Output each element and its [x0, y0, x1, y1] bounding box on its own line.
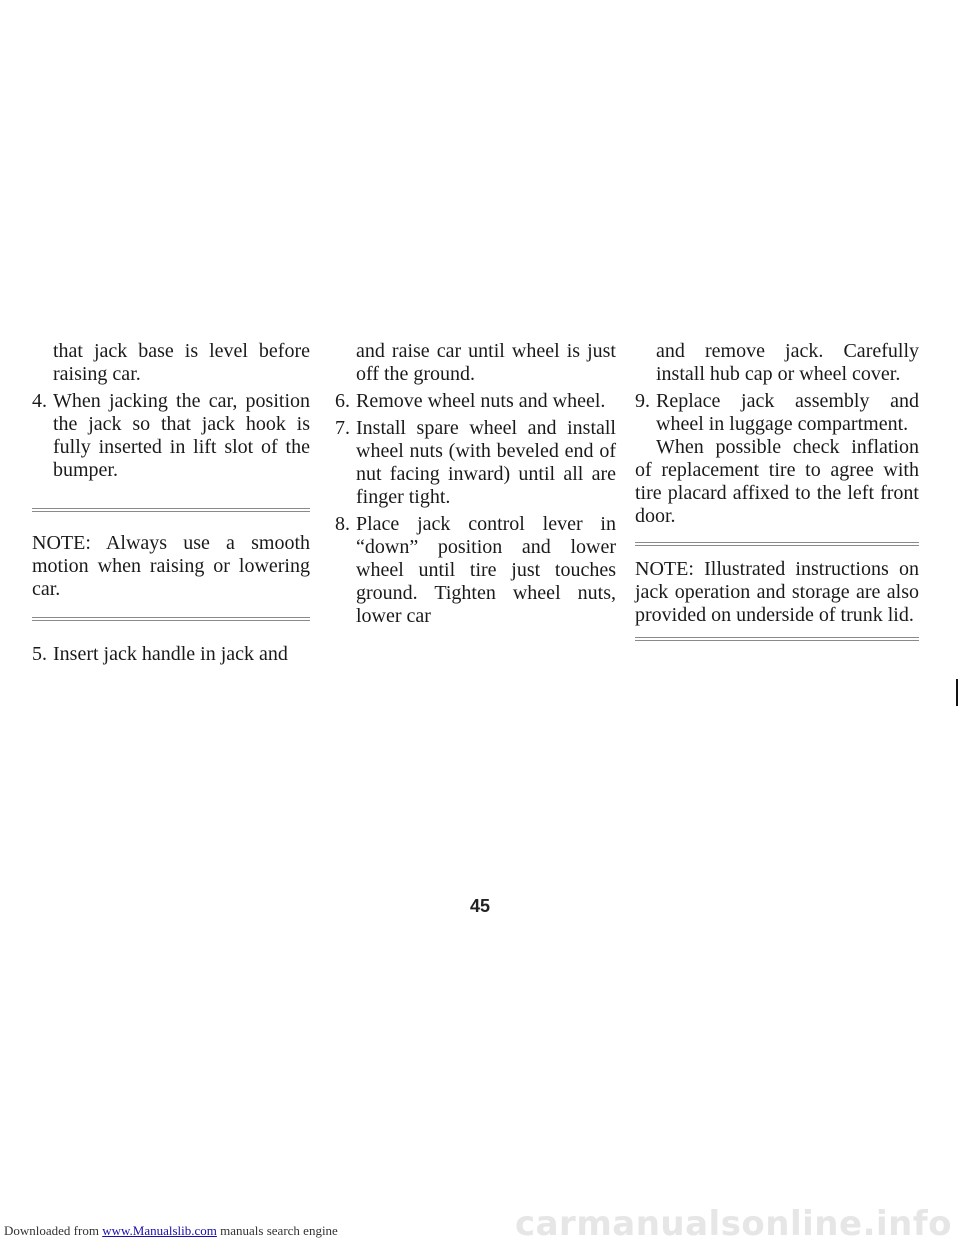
step-5 — [32, 643, 310, 666]
step-9-number: 9. — [635, 390, 650, 412]
step-5-number: 5. — [32, 643, 47, 665]
footer-suffix: manuals search engine — [216, 1223, 338, 1238]
page-number: 45 — [469, 896, 491, 916]
column-right — [635, 340, 919, 641]
step-7-number: 7. — [335, 417, 350, 439]
note-illustrated-instructions: NOTE: Illustrated instructions on jack operation and storage are also provided on underside of trunk lid. — [635, 558, 919, 626]
column-left — [32, 340, 310, 670]
column-middle — [335, 340, 616, 632]
step-8-continuation: and remove jack. Carefully install hub cap or wheel cover. — [656, 340, 919, 385]
scan-mark — [956, 679, 958, 706]
step-4 — [32, 390, 310, 482]
note-smooth-motion: NOTE: Always use a smooth motion when raising or lowering car. — [32, 532, 310, 600]
step-7 — [335, 417, 616, 509]
step-3-continuation: that jack base is level before raising car. — [53, 340, 310, 385]
step-6-text: Remove wheel nuts and wheel. — [356, 390, 606, 412]
manualslib-link[interactable]: www.Manualslib.com — [102, 1223, 217, 1238]
step-7-text: Install spare wheel and install wheel nuts (with beveled end of nut facing inward) until all are finger tight. — [356, 417, 616, 508]
watermark: carmanualsonline.info — [514, 1204, 952, 1244]
inflation-paragraph: When possible check inflation of replacement tire to agree with tire placard affixed to the left front door. — [635, 436, 919, 527]
download-footer — [4, 1223, 338, 1239]
step-5-text: Insert jack handle in jack and — [53, 643, 288, 665]
step-6 — [335, 390, 616, 413]
footer-prefix: Downloaded from — [4, 1223, 103, 1238]
divider — [32, 617, 310, 621]
step-4-text: When jacking the car, position the jack so that jack hook is fully inserted in lift slot of the bumper. — [53, 390, 310, 481]
step-8-number: 8. — [335, 513, 350, 535]
step-5-continuation: and raise car until wheel is just off the ground. — [356, 340, 616, 385]
divider — [32, 508, 310, 512]
step-9 — [635, 390, 919, 436]
divider — [635, 637, 919, 641]
step-4-number: 4. — [32, 390, 47, 412]
step-9-text: Replace jack assembly and wheel in luggage compartment. — [656, 390, 919, 435]
step-8 — [335, 513, 616, 628]
divider — [635, 542, 919, 546]
step-6-number: 6. — [335, 390, 350, 412]
step-8-text: Place jack control lever in “down” position and lower wheel until tire just touches ground. Tighten wheel nuts, lower car — [356, 513, 616, 627]
